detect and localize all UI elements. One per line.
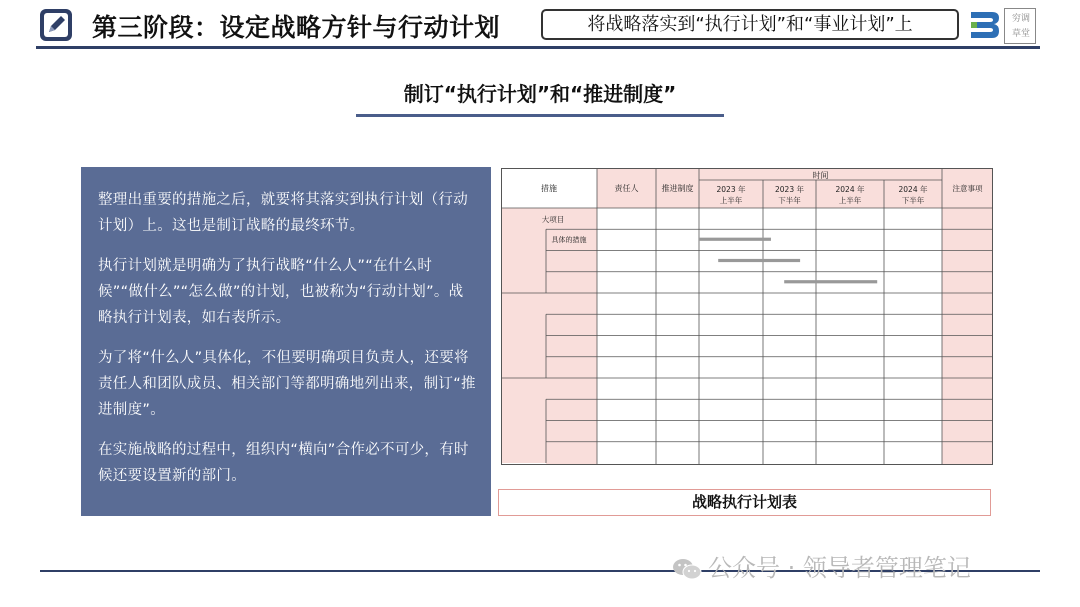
measures-header: 措施 — [541, 184, 557, 193]
header-divider — [36, 46, 1040, 49]
stamp-text-2: 草堂 — [1011, 29, 1030, 39]
specific-measure-label: 具体的措施 — [551, 236, 587, 244]
period-year-header: 2024 年 — [898, 185, 928, 194]
brand-logo-icon — [968, 9, 1002, 41]
owner-header: 责任人 — [614, 184, 639, 193]
watermark — [672, 548, 971, 583]
section-underline — [356, 114, 724, 117]
period-year-header: 2023 年 — [716, 185, 746, 194]
system-header: 推进制度 — [661, 184, 694, 193]
big-item-label: 大项目 — [541, 215, 565, 224]
watermark-text: 公众号 · 领导者管理笔记 — [708, 554, 971, 582]
gantt-bar — [699, 238, 771, 241]
explanation-panel — [81, 167, 491, 516]
wechat-icon — [672, 556, 702, 582]
page-subtitle: 将战略落实到“执行计划”和“事业计划”上 — [541, 9, 959, 40]
page-title: 第三阶段：设定战略方针与行动计划 — [92, 13, 501, 42]
period-half-header: 下半年 — [778, 196, 801, 205]
measures-column — [546, 208, 597, 465]
section-title: 制订“执行计划”和“推进制度” — [403, 82, 677, 106]
big-item-cell — [501, 208, 546, 293]
period-half-header: 上半年 — [838, 196, 862, 205]
table-caption: 战略执行计划表 — [498, 489, 991, 516]
strategy-plan-table — [501, 168, 993, 465]
notes-header: 注意事项 — [952, 184, 983, 193]
gantt-bar — [784, 280, 877, 283]
period-year-header: 2024 年 — [835, 185, 865, 194]
period-half-header: 下半年 — [901, 196, 925, 205]
gantt-bar — [718, 259, 800, 262]
paragraph-3: 为了将“什么人”具体化，不但要明确项目负责人，还要将责任人和团队成员、相关部门等都明确地列出来，制订“推进制度”。 — [98, 350, 476, 418]
paragraph-1: 整理出重要的措施之后，就要将其落实到执行计划（行动计划）上。这也是制订战略的最终环节。 — [98, 192, 468, 234]
seal-stamp — [1004, 8, 1036, 44]
big-item-cell — [501, 378, 546, 463]
time-header: 时间 — [812, 171, 829, 180]
period-half-header: 上半年 — [719, 196, 743, 205]
pencil-document-icon — [38, 7, 74, 43]
stamp-text-1: 穷调 — [1011, 14, 1030, 24]
paragraph-4: 在实施战略的过程中，组织内“横向”合作必不可少，有时候还要设置新的部门。 — [98, 442, 469, 484]
big-item-cell — [501, 293, 546, 378]
period-year-header: 2023 年 — [775, 185, 804, 194]
paragraph-2: 执行计划就是明确为了执行战略“什么人”“在什么时候”“做什么”“怎么做”的计划，也被称为“行动计划”。战略执行计划表，如右表所示。 — [98, 258, 464, 326]
